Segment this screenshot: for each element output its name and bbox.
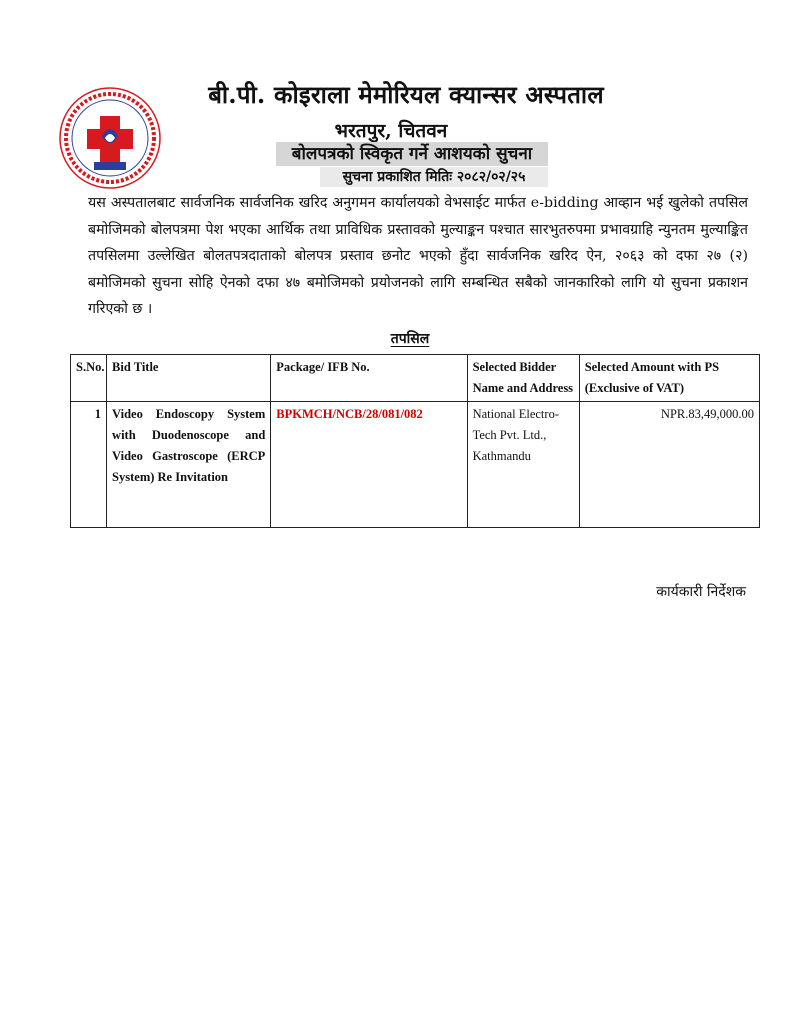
row-sn: 1: [71, 402, 107, 528]
table-header-row: [71, 355, 760, 402]
row-bid-title: Video Endoscopy System with Duodenoscope and Video Gastroscope (ERCP System) Re Invitation: [107, 402, 271, 528]
details-heading: तपसिल: [390, 331, 430, 347]
row-amount: NPR.83,49,000.00: [579, 402, 759, 528]
header-bid-title: Bid Title: [107, 355, 271, 402]
header-amount: Selected Amount with PS (Exclusive of VAT): [579, 355, 759, 402]
table-row: [71, 402, 760, 528]
signatory-title: कार्यकारी निर्देशक: [656, 584, 746, 600]
selected-bids-table: [70, 354, 760, 528]
published-date: सुचना प्रकाशित मितिः २०८२/०२/२५: [320, 167, 548, 187]
header-sn: S.No.: [71, 355, 107, 402]
notice-body: यस अस्पतालबाट सार्वजनिक सार्वजनिक खरिद अनुगमन कार्यालयको वेभसाईट मार्फत e-bidding आव्हान भई खुलेको तपसिल बमोजिमको बोलपत्रमा पेश भएका आर्थिक तथा प्राविधिक प्रस्तावको मुल्याङ्कन पश्चात सारभुतरुपमा प्रभावग्राहि न्युनतम मुल्याङ्कित तपसिलमा उल्लेखित बोलतपत्रदाताको बोलपत्र प्रस्ताव छनोट भएको हुँदा सार्वजनिक खरिद ऐन, २०६३ को दफा २७ (२) बमोजिमको सुचना सोहि ऐनको दफा ४७ बमोजिमको प्रयोजनको लागि सम्बन्धित सबैको जानकारिको लागि यो सुचना प्रकाशन गरिएको छ ।: [88, 195, 748, 317]
header-bidder: Selected Bidder Name and Address: [467, 355, 579, 402]
hospital-logo: [58, 86, 162, 190]
row-package: BPKMCH/NCB/28/081/082: [271, 402, 467, 528]
hospital-name: बी.पी. कोइराला मेमोरियल क्यान्सर अस्पताल: [208, 80, 604, 109]
header-package: Package/ IFB No.: [271, 355, 467, 402]
row-bidder: National Electro-Tech Pvt. Ltd., Kathmandu: [467, 402, 579, 528]
hospital-location: भरतपुर, चितवन: [334, 120, 448, 142]
notice-title: बोलपत्रको स्विकृत गर्ने आशयको सुचना: [276, 142, 548, 166]
